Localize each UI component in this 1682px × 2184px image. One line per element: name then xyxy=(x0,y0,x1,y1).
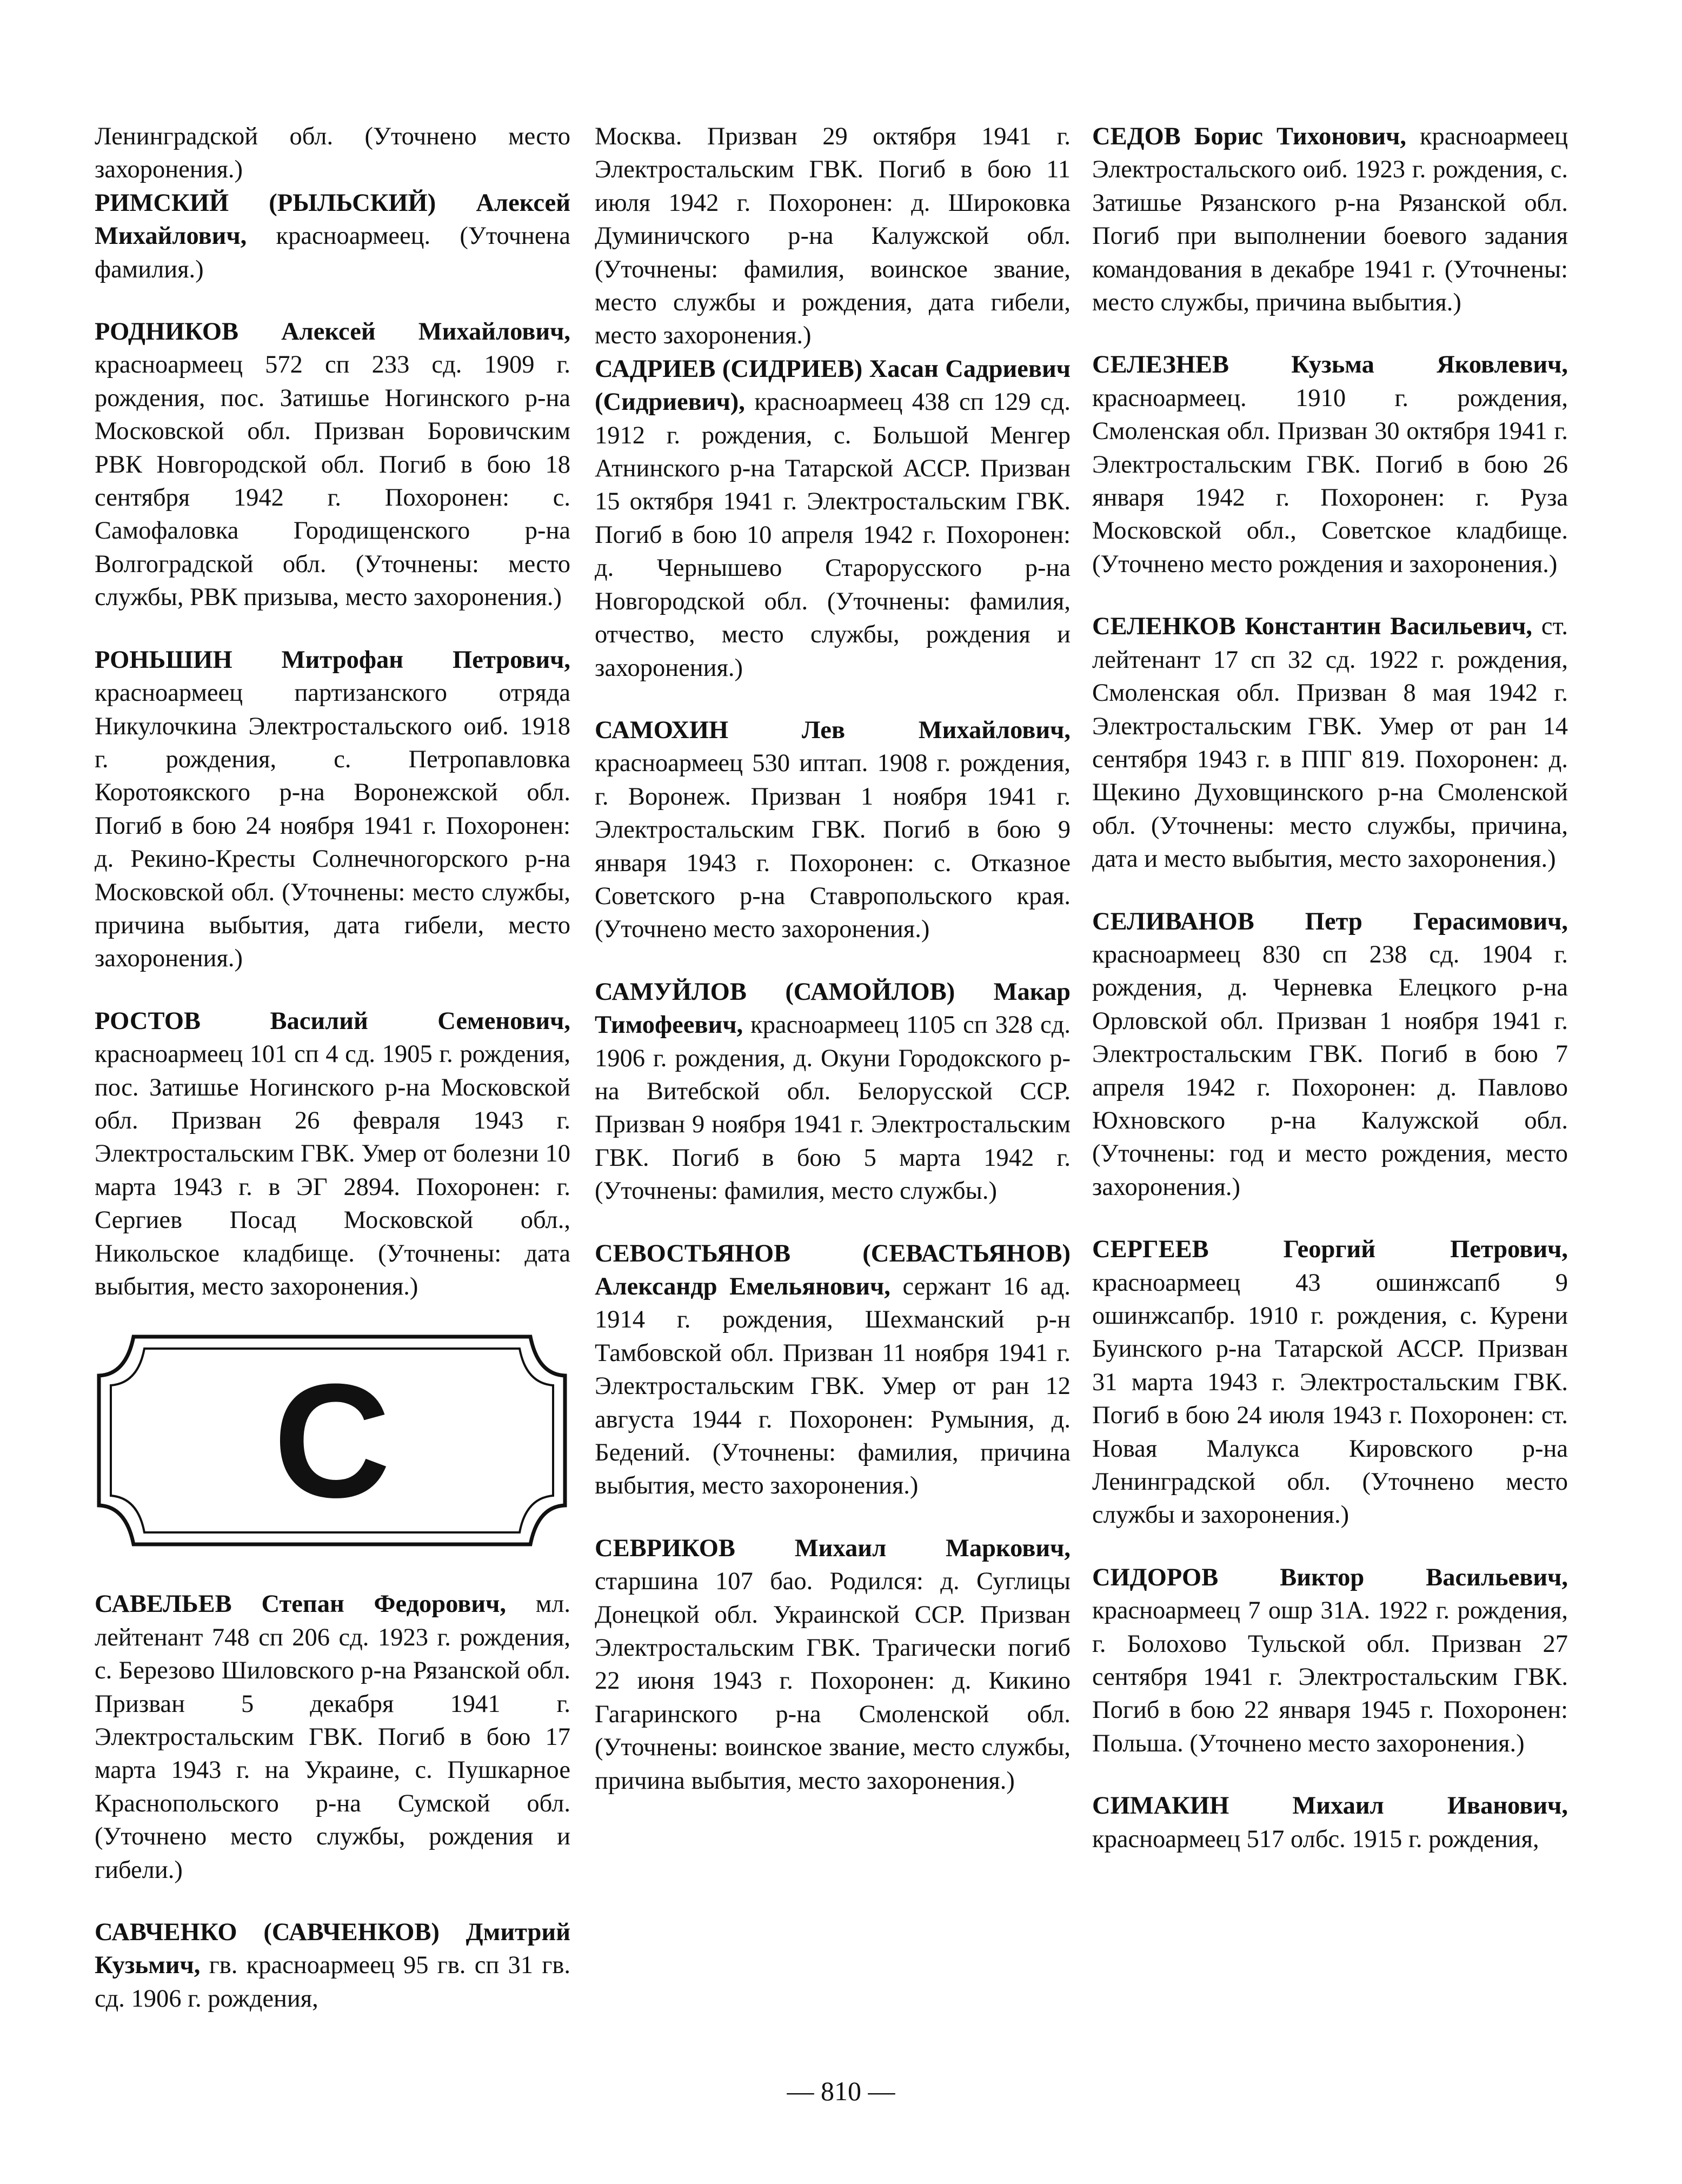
entry xyxy=(95,187,570,286)
entry xyxy=(1092,348,1568,581)
column-1 xyxy=(95,120,570,2044)
ornamental-frame-icon xyxy=(95,1332,569,1549)
column-3 xyxy=(1092,120,1568,1885)
entry-name: САВЕЛЬЕВ Степан Федорович, xyxy=(95,1590,506,1618)
entry-name: САВЧЕНКО (САВЧЕНКОВ) Дмитрий Кузьмич, xyxy=(95,1919,570,1980)
entry xyxy=(95,643,570,975)
entry-name: РОСТОВ Василий Семенович, xyxy=(95,1007,570,1035)
entry-text: мл. лейтенант 748 сп 206 сд. 1923 г. рождения, с. Березово Шиловского р-на Рязанской обл. Призван 5 декабря 1941 г. Электростальским ГВК. Погиб в бою 17 марта 1943 г. на Украине, с. Пушкарное Краснопольского р-на Сумской обл. (Уточнено место службы, рождения и гибели.) xyxy=(95,1590,570,1884)
entry-text: красноармеец Электростальского оиб. 1923 г. рождения, с. Затишье Рязанского р-на Рязанской обл. Погиб при выполнении боевого задания командования в декабре 1941 г. (Уточнены: место службы, причина выбытия.) xyxy=(1092,123,1568,317)
entry-text: сержант 16 ад. 1914 г. рождения, Шехманский р-н Тамбовской обл. Призван 11 ноября 1941 г. Электростальским ГВК. Умер от ран 12 августа 1944 г. Похоронен: Румыния, д. Бедений. (Уточнены: фамилия, причина выбытия, место захоронения.) xyxy=(595,1273,1071,1500)
entry-name: РОДНИКОВ Алексей Михайлович, xyxy=(95,318,570,346)
entry-text: красноармеец 830 сп 238 сд. 1904 г. рождения, д. Черневка Елецкого р-на Орловской обл. Призван 1 ноября 1941 г. Электростальским ГВК. Погиб в бою 7 апреля 1942 г. Похоронен: д. Павлово Юхновского р-на Калужской обл. (Уточнены: год и место рождения, место захоронения.) xyxy=(1092,940,1568,1201)
section-letter: С xyxy=(273,1350,391,1532)
entry-text: красноармеец 7 ошр 31А. 1922 г. рождения, г. Болохово Тульской обл. Призван 27 сентября 1941 г. Электростальским ГВК. Погиб в бою 22 января 1945 г. Похоронен: Польша. (Уточнено место захоронения.) xyxy=(1092,1597,1568,1757)
entry-name: СЕЛЕНКОВ Константин Васильевич, xyxy=(1092,613,1533,641)
entry xyxy=(95,1005,570,1304)
continued-entry-text: Москва. Призван 29 октября 1941 г. Электростальским ГВК. Погиб в бою 11 июля 1942 г. Похоронен: д. Широковка Думиничского р-на Калужской обл. (Уточнены: фамилия, воинское звание, место службы и рождения, дата гибели, место захоронения.) xyxy=(595,123,1071,350)
entry-text: красноармеец. 1910 г. рождения, Смоленская обл. Призван 30 октября 1941 г. Электростальским ГВК. Погиб в бою 26 января 1942 г. Похоронен: г. Руза Московской обл., Советское кладбище. (Уточнено место рождения и захоронения.) xyxy=(1092,384,1568,578)
entry-text: красноармеец 572 сп 233 сд. 1909 г. рождения, пос. Затишье Ногинского р-на Московской обл. Призван Боровичским РВК Новгородской обл. Погиб в бою 18 сентября 1942 г. Похоронен: с. Самофаловка Городищенского р-на Волгоградской обл. (Уточнены: место службы, РВК призыва, место захоронения.) xyxy=(95,351,570,612)
entry-name: СЕВОСТЬЯНОВ (СЕВАСТЬЯНОВ) Александр Емельянович, xyxy=(595,1239,1071,1300)
column-2 xyxy=(595,120,1071,1827)
entry-name: РОНЬШИН Митрофан Петрович, xyxy=(95,646,570,674)
entry-text: красноармеец 1105 сп 328 сд. 1906 г. рождения, д. Окуни Городокского р-на Витебской обл. Белорусской ССР. Призван 9 ноября 1941 г. Электростальским ГВК. Погиб в бою 5 марта 1942 г. (Уточнены: фамилия, место службы.) xyxy=(595,1011,1071,1205)
entry-text: красноармеец 43 ошинжсапб 9 ошинжсапбр. 1910 г. рождения, с. Курени Буинского р-на Татарской АССР. Призван 31 марта 1943 г. Электростальским ГВК. Погиб в бою 24 июля 1943 г. Похоронен: ст. Новая Малукса Кировского р-на Ленинградской обл. (Уточнено место службы и захоронения.) xyxy=(1092,1269,1568,1529)
entry xyxy=(1092,120,1568,319)
entry-name: САМОХИН Лев Михайлович, xyxy=(595,716,1071,744)
entry xyxy=(1092,610,1568,875)
entry-text: гв. красноармеец 95 гв. сп 31 гв. сд. 1906 г. рождения, xyxy=(95,1951,570,2013)
entry-text: старшина 107 бао. Родился: д. Суглицы Донецкой обл. Украинской ССР. Призван Электростальским ГВК. Трагически погиб 22 июня 1943 г. Похоронен: д. Кикино Гагаринского р-на Смоленской обл. (Уточнены: воинское звание, место службы, причина выбытия, место захоронения.) xyxy=(595,1568,1071,1795)
continued-entry-text: Ленинградской обл. (Уточнено место захоронения.) xyxy=(95,123,570,184)
entry xyxy=(595,975,1071,1208)
entry-name: СЕРГЕЕВ Георгий Петрович, xyxy=(1092,1236,1568,1264)
entry-text: красноармеец 101 сп 4 сд. 1905 г. рождения, пос. Затишье Ногинского р-на Московской обл. Призван 26 февраля 1943 г. Электростальским ГВК. Умер от болезни 10 марта 1943 г. в ЭГ 2894. Похоронен: г. Сергиев Посад Московской обл., Никольское кладбище. (Уточнены: дата выбытия, место захоронения.) xyxy=(95,1040,570,1300)
entry-name: СЕЛЕЗНЕВ Кузьма Яковлевич, xyxy=(1092,351,1568,379)
entry xyxy=(95,1916,570,2015)
entry xyxy=(95,315,570,614)
entry-name: САМУЙЛОВ (САМОЙЛОВ) Макар Тимофеевич, xyxy=(595,978,1071,1039)
entry xyxy=(595,714,1071,946)
entry-name: СЕЛИВАНОВ Петр Герасимович, xyxy=(1092,907,1568,935)
entry-text: красноармеец. (Уточнена фамилия.) xyxy=(95,222,571,283)
entry-name: СЕВРИКОВ Михаил Маркович, xyxy=(595,1534,1071,1562)
entry-name: СЕДОВ Борис Тихонович, xyxy=(1092,123,1406,150)
entry xyxy=(95,1588,570,1887)
entry-name: РИМСКИЙ (РЫЛЬСКИЙ) Алексей Михайлович, xyxy=(95,189,570,250)
entry-text: красноармеец 517 олбс. 1915 г. рождения, xyxy=(1092,1825,1539,1853)
entry xyxy=(1092,1789,1568,1856)
entry xyxy=(1092,1561,1568,1760)
entry-name: СИДОРОВ Виктор Васильевич, xyxy=(1092,1563,1568,1591)
entry xyxy=(595,353,1071,685)
entry xyxy=(1092,1233,1568,1532)
section-letter-frame xyxy=(95,1332,569,1549)
entry xyxy=(1092,905,1568,1204)
entry-text: ст. лейтенант 17 сп 32 сд. 1922 г. рождения, Смоленская обл. Призван 8 мая 1942 г. Электростальским ГВК. Умер от ран 14 сентября 1943 г. в ППГ 819. Похоронен: д. Щекино Духовщинского р-на Смоленской обл. (Уточнены: место службы, причина, дата и место выбытия, место захоронения.) xyxy=(1092,613,1568,873)
entry-text: красноармеец 530 иптап. 1908 г. рождения, г. Воронеж. Призван 1 ноября 1941 г. Электростальским ГВК. Погиб в бою 9 января 1943 г. Похоронен: с. Отказное Советского р-на Ставропольского края. (Уточнено место захоронения.) xyxy=(595,749,1071,944)
entry xyxy=(595,1532,1071,1797)
entry-text: красноармеец 438 сп 129 сд. 1912 г. рождения, с. Большой Менгер Атнинского р-на Татарской АССР. Призван 15 октября 1941 г. Электростальским ГВК. Погиб в бою 10 апреля 1942 г. Похоронен: д. Чернышево Старорусского р-на Новгородской обл. (Уточнены: фамилия, отчество, место службы, рождения и захоронения.) xyxy=(595,388,1071,682)
page-number: — 810 — xyxy=(787,2076,895,2106)
entry-name: СИМАКИН Михаил Иванович, xyxy=(1092,1792,1568,1820)
entry-text: красноармеец партизанского отряда Никулочкина Электростальского оиб. 1918 г. рождения, с. Петропавловка Коротоякского р-на Воронежской обл. Погиб в бою 24 ноября 1941 г. Похоронен: д. Рекино-Кресты Солнечногорского р-на Московской обл. (Уточнены: место службы, причина выбытия, дата гибели, место захоронения.) xyxy=(95,679,570,973)
entry xyxy=(595,1237,1071,1503)
entry-name: САДРИЕВ (СИДРИЕВ) Хасан Садриевич (Сидриевич), xyxy=(595,355,1071,416)
